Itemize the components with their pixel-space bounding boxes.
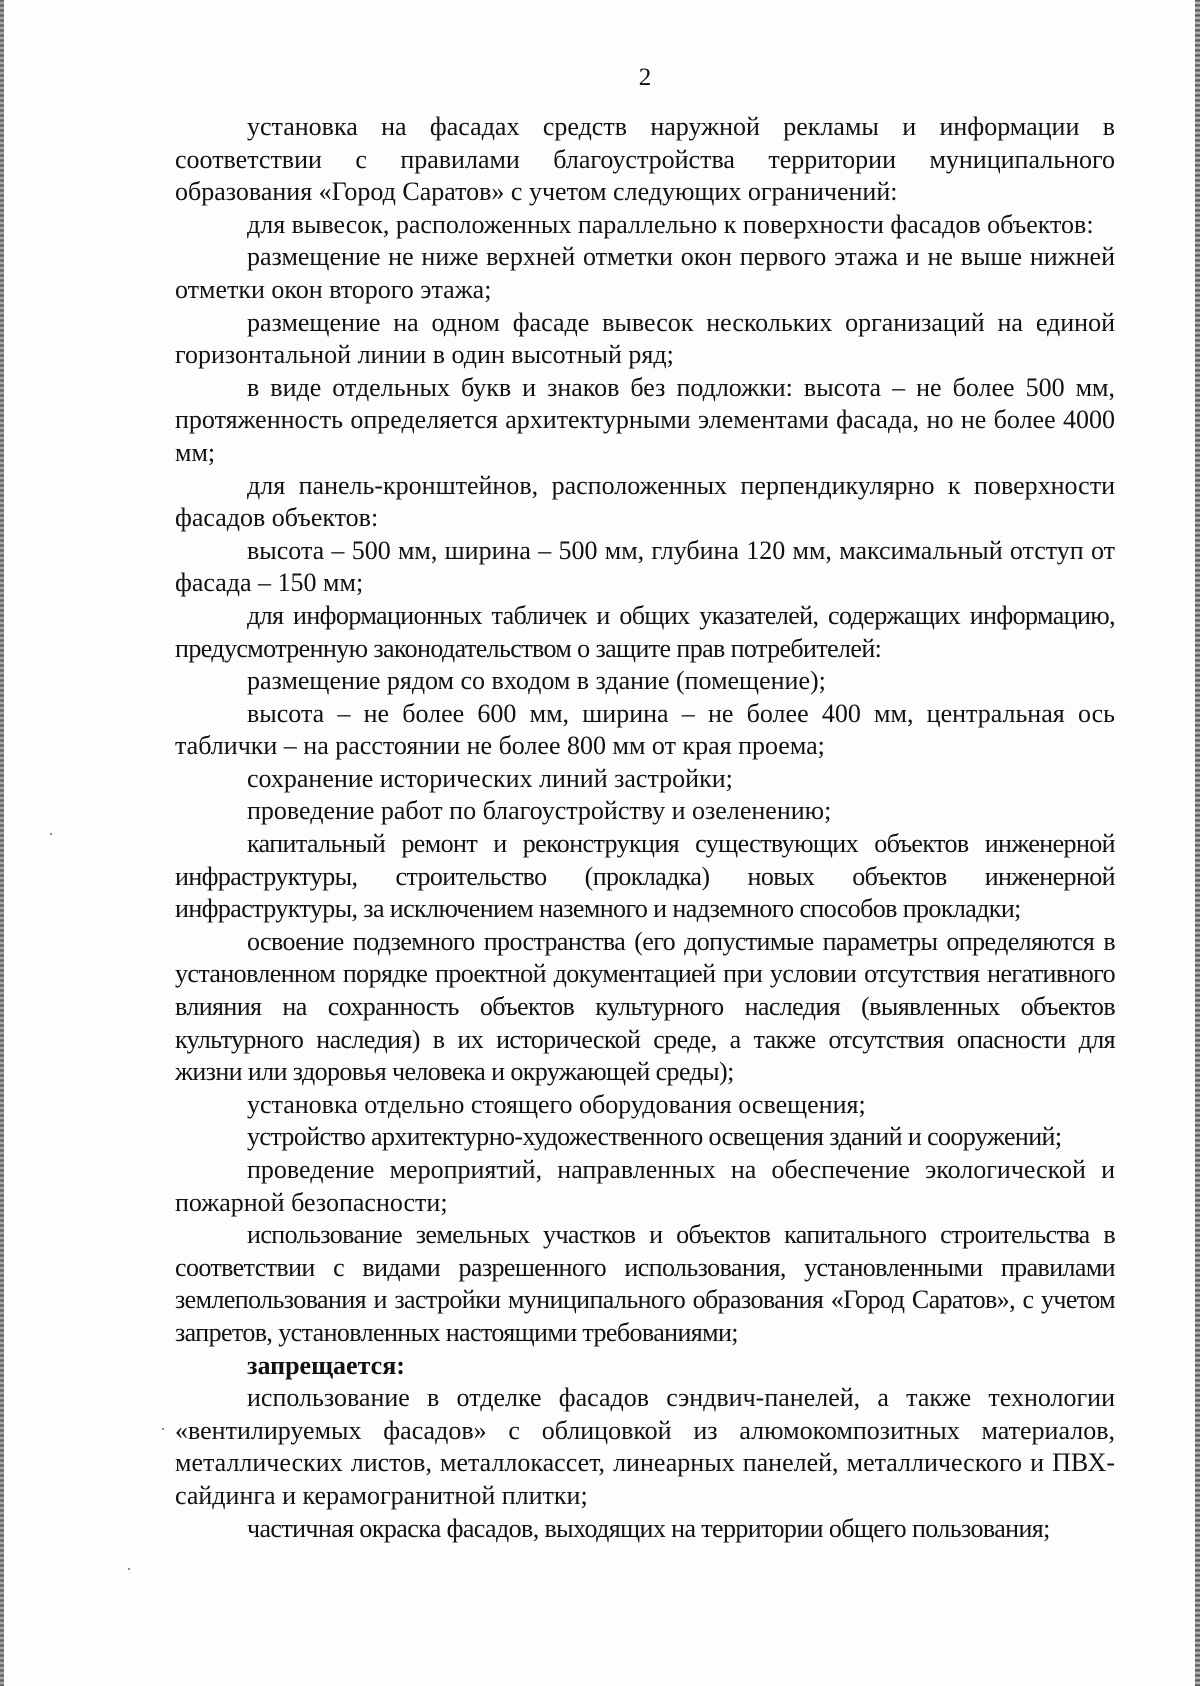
paragraph: для вывесок, расположенных параллельно к поверхности фасадов объектов: (247, 209, 1094, 239)
paragraph: устройство архитектурно-художественного освещения зданий и сооружений; (247, 1122, 1062, 1152)
scan-speck (128, 1568, 130, 1570)
paragraph: для панель-кронштейнов, расположенных перпендикулярно к поверхности фасадов объектов: (175, 470, 1115, 533)
paragraph: освоение подземного пространства (его допустимые параметры определяются в установленном порядке проектной документацией при условии отсутствия негативного влияния на сохранность объектов культурного наследия (выявленных объектов культурного наследия) в их исторической среде, а также отсутствия опасности для жизни или здоровья человека и окружающей среды); (175, 926, 1115, 1087)
paragraph: установка отдельно стоящего оборудования освещения; (247, 1089, 866, 1119)
page-number: 2 (638, 64, 652, 91)
paragraph: использование в отделке фасадов сэндвич-панелей, а также технологии «вентилируемых фасадов» с облицовкой из алюмокомпозитных материалов, металлических листов, металлокассет, линеарных панелей, металлического и ПВХ-сайдинга и керамогранитной плитки; (175, 1383, 1115, 1510)
paragraph: для информационных табличек и общих указателей, содержащих информацию, предусмотренную законодательством о защите прав потребителей: (175, 600, 1115, 663)
paragraph: высота – не более 600 мм, ширина – не более 400 мм, центральная ось таблички – на расстоянии не более 800 мм от края проема; (175, 698, 1115, 761)
paragraph: размещение на одном фасаде вывесок нескольких организаций на единой горизонтальной линии в один высотный ряд; (175, 307, 1115, 370)
scan-speck (162, 1428, 164, 1430)
paragraph: капитальный ремонт и реконструкция существующих объектов инженерной инфраструктуры, строительство (прокладка) новых объектов инженерной инфраструктуры, за исключением наземного и надземного способов прокладки; (175, 829, 1115, 924)
paragraph: в виде отдельных букв и знаков без подложки: высота – не более 500 мм, протяженность определяется архитектурными элементами фасада, но не более 4000 мм; (175, 372, 1115, 467)
section-heading: запрещается: (247, 1350, 405, 1380)
paragraph: высота – 500 мм, ширина – 500 мм, глубина 120 мм, максимальный отступ от фасада – 150 мм; (175, 535, 1115, 598)
paragraph: размещение не ниже верхней отметки окон первого этажа и не выше нижней отметки окон второго этажа; (175, 242, 1115, 304)
scan-edge-left (0, 0, 4, 1686)
document-body (175, 111, 1115, 1545)
paragraph: сохранение исторических линий застройки; (247, 763, 733, 793)
paragraph: проведение мероприятий, направленных на обеспечение экологической и пожарной безопасности; (175, 1155, 1115, 1217)
paragraph: установка на фасадах средств наружной рекламы и информации в соответствии с правилами благоустройства территории муниципального образования «Город Саратов» с учетом следующих ограничений: (175, 112, 1115, 207)
paragraph: размещение рядом со входом в здание (помещение); (247, 666, 826, 696)
scan-edge-right (1195, 0, 1200, 1686)
paragraph: частичная окраска фасадов, выходящих на территории общего пользования; (247, 1513, 1050, 1543)
scan-speck (50, 833, 52, 835)
paragraph: проведение работ по благоустройству и озеленению; (247, 796, 832, 826)
paragraph: использование земельных участков и объектов капитального строительства в соответствии с видами разрешенного использования, установленными правилами землепользования и застройки муниципального образования «Город Саратов», с учетом запретов, установленных настоящими требованиями; (175, 1220, 1115, 1347)
